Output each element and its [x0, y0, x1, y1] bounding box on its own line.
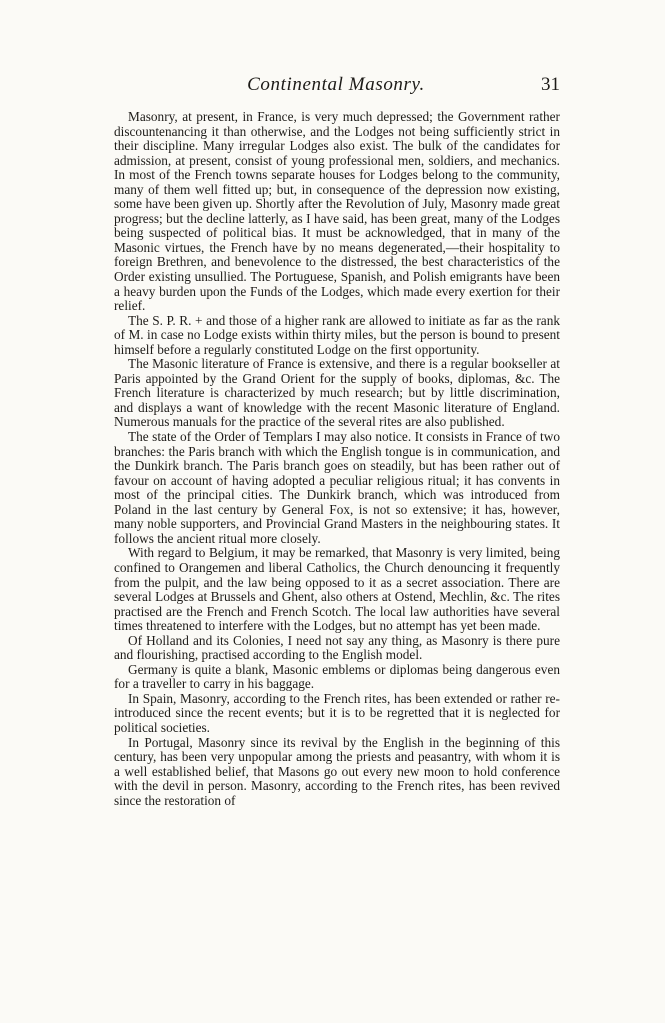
paragraph-belgium: With regard to Belgium, it may be remarked, that Masonry is very limited, being confined to Orangemen and liberal Catholics, the Church denouncing it frequently from the pulpit, and the law being opposed to it as a secret association. There are several Lodges at Brussels and Ghent, also others at Ostend, Mechlin, &c. The rites practised are the French and French Scotch. The local law authorities have several times threatened to interfere with the Lodges, but no attempt has yet been made.	[114, 545, 560, 634]
body-text	[114, 110, 560, 808]
page-header	[112, 74, 560, 104]
paragraph-templars: The state of the Order of Templars I may also notice. It consists in France of two branches: the Paris branch with which the English tongue is in communication, and the Dunkirk branch. The Paris branch goes on steadily, but has been rather out of favour on account of having adopted a peculiar religious ritual; it has convents in most of the principal cities. The Dunkirk branch, which was introduced from Poland in the last century by General Fox, is not so extensive; it has, however, many noble supporters, and Provincial Grand Masters in the neighbouring states. It follows the ancient ritual more closely.	[114, 429, 560, 546]
paragraph-holland: Of Holland and its Colonies, I need not say any thing, as Masonry is there pure and flourishing, practised according to the English model.	[114, 632, 560, 663]
paragraph-france: Masonry, at present, in France, is very much depressed; the Government rather discountenancing it than otherwise, and the Lodges not being sufficiently strict in their discipline. Many irregular Lodges also exist. The bulk of the candidates for admission, at present, consist of young professional men, soldiers, and mechanics. In most of the French towns separate houses for Lodges belong to the community, many of them well fitted up; but, in consequence of the depression now existing, some have been given up. Shortly after the Revolution of July, Masonry made great progress; but the decline latterly, as I have said, has been great, many of the Lodges being suspected of political bias. It must be acknowledged, that in many of the Masonic virtues, the French have by no means degenerated,—their hospitality to foreign Brethren, and benevolence to the distressed, the best characteristics of the Order existing unsullied. The Portuguese, Spanish, and Polish emigrants have been a heavy burden upon the Funds of the Lodges, which made every exertion for their relief.	[114, 109, 560, 314]
page-number: 31	[541, 74, 560, 95]
paragraph-spain: In Spain, Masonry, according to the French rites, has been extended or rather re-introduced since the recent events; but it is to be regretted that it is neglected for political societies.	[114, 690, 560, 735]
paragraph-germany: Germany is quite a blank, Masonic emblems or diplomas being dangerous even for a traveller to carry in his baggage.	[114, 661, 560, 692]
paragraph-spr-rank: The S. P. R. + and those of a higher rank are allowed to initiate as far as the rank of M. in case no Lodge exists within thirty miles, but the person is bound to present himself before a regularly constituted Lodge on the first opportunity.	[114, 312, 560, 357]
paragraph-literature: The Masonic literature of France is extensive, and there is a regular bookseller at Paris appointed by the Grand Orient for the supply of books, diplomas, &c. The French literature is characterized by much research; but by little discrimination, and displays a want of knowledge with the recent Masonic literature of England. Numerous manuals for the practice of the several rites are also published.	[114, 356, 560, 430]
paragraph-portugal: In Portugal, Masonry since its revival by the English in the beginning of this century, has been very unpopular among the priests and peasantry, with whom it is a well established belief, that Masons go out every new moon to hold conference with the devil in person. Masonry, according to the French rites, has been revived since the restoration of	[114, 734, 560, 808]
running-title: Continental Masonry.	[247, 74, 425, 95]
